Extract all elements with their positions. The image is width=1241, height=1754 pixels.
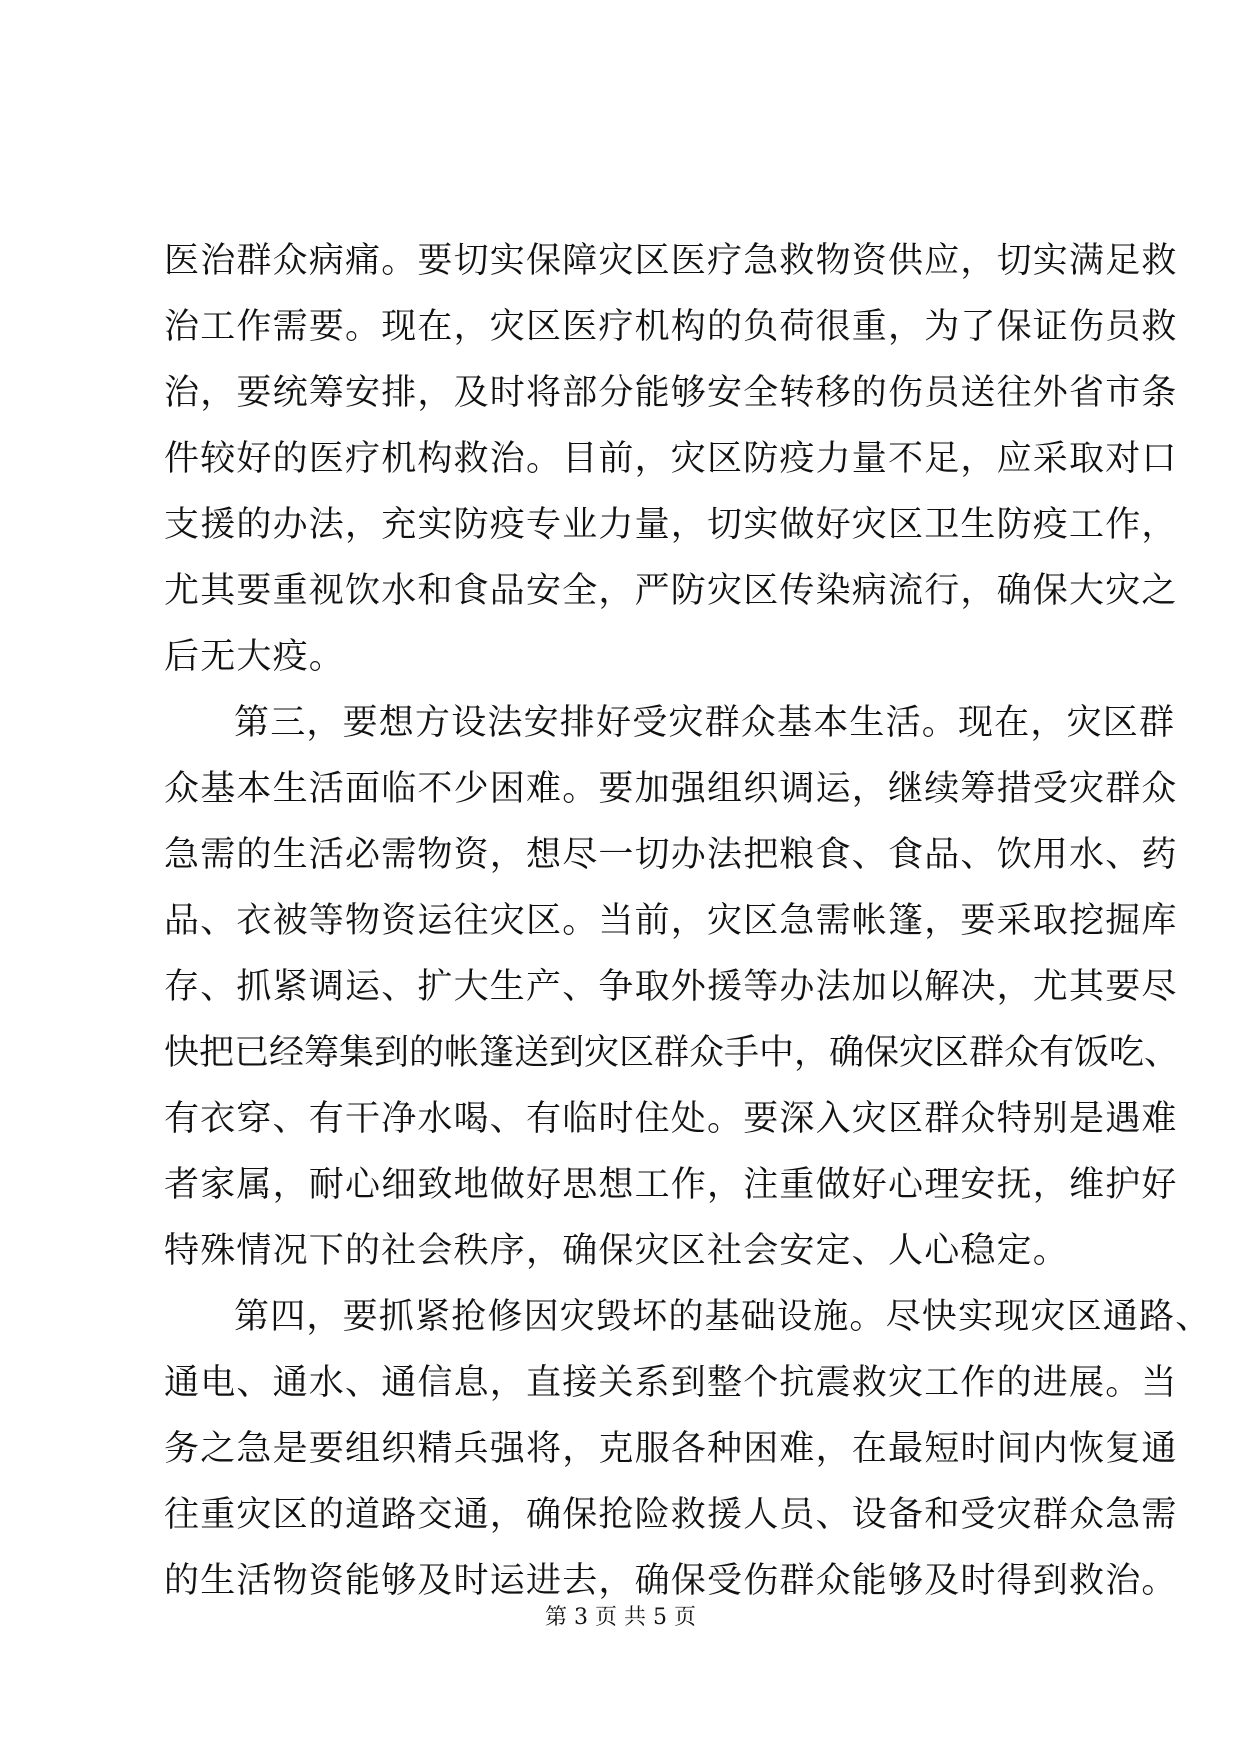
- text-line: 尤其要重视饮水和食品安全，严防灾区传染病流行，确保大灾之: [164, 571, 1178, 611]
- text-line: 众基本生活面临不少困难。要加强组织调运，继续筹措受灾群众: [164, 769, 1178, 809]
- text-line: 治，要统筹安排，及时将部分能够安全转移的伤员送往外省市条: [164, 373, 1178, 413]
- text-line: 有衣穿、有干净水喝、有临时住处。要深入灾区群众特别是遇难: [164, 1099, 1178, 1139]
- text-line: 的生活物资能够及时运进去，确保受伤群众能够及时得到救治。: [164, 1561, 1178, 1601]
- text-line: 特殊情况下的社会秩序，确保灾区社会安定、人心稳定。: [164, 1231, 1070, 1271]
- text-line: 医治群众病痛。要切实保障灾区医疗急救物资供应，切实满足救: [164, 241, 1178, 281]
- text-line: 治工作需要。现在，灾区医疗机构的负荷很重，为了保证伤员救: [164, 307, 1178, 347]
- text-line: 者家属，耐心细致地做好思想工作，注重做好心理安抚，维护好: [164, 1165, 1178, 1205]
- text-line: 存、抓紧调运、扩大生产、争取外援等办法加以解决，尤其要尽: [164, 967, 1178, 1007]
- text-line: 务之急是要组织精兵强将，克服各种困难，在最短时间内恢复通: [164, 1429, 1178, 1469]
- text-line: 快把已经筹集到的帐篷送到灾区群众手中，确保灾区群众有饭吃、: [164, 1033, 1180, 1073]
- paragraph-start-line: 第三，要想方设法安排好受灾群众基本生活。现在，灾区群: [234, 703, 1176, 743]
- text-line: 件较好的医疗机构救治。目前，灾区防疫力量不足，应采取对口: [164, 439, 1178, 479]
- text-line: 通电、通水、通信息，直接关系到整个抗震救灾工作的进展。当: [164, 1363, 1178, 1403]
- text-line: 品、衣被等物资运往灾区。当前，灾区急需帐篷，要采取挖掘库: [164, 901, 1178, 941]
- paragraph-start-line: 第四，要抓紧抢修因灾毁坏的基础设施。尽快实现灾区通路、: [234, 1297, 1212, 1337]
- page-number-footer: 第 3 页 共 5 页: [545, 1605, 696, 1630]
- text-line: 支援的办法，充实防疫专业力量，切实做好灾区卫生防疫工作，: [164, 505, 1178, 545]
- text-line: 往重灾区的道路交通，确保抢险救援人员、设备和受灾群众急需: [164, 1495, 1178, 1535]
- text-line: 急需的生活必需物资，想尽一切办法把粮食、食品、饮用水、药: [164, 835, 1178, 875]
- text-line: 后无大疫。: [164, 637, 346, 677]
